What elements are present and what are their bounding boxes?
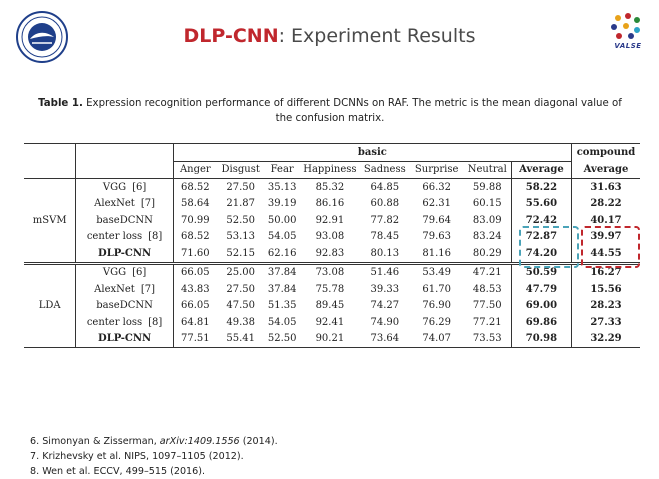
value-cell: 47.50 [226, 300, 256, 312]
value-cell: 69.00 [511, 298, 571, 315]
method-name: AlexNet [7] [76, 196, 173, 213]
group-header-compound: compound [571, 144, 640, 162]
value-cell: 53.13 [226, 231, 256, 243]
col-header: Fear [265, 161, 300, 179]
value-cell: 61.70 [422, 283, 451, 295]
table-row [24, 196, 640, 213]
value-cell: 47.21 [464, 263, 512, 281]
value-cell: 77.21 [464, 314, 512, 331]
value-cell: 53.49 [422, 267, 451, 279]
value-cell: 51.46 [370, 267, 400, 279]
value-cell: 89.45 [315, 300, 345, 312]
value-cell: 58.64 [181, 198, 210, 210]
value-cell: 50.00 [267, 214, 297, 226]
value-cell: 32.29 [571, 331, 640, 348]
value-cell: 62.16 [265, 245, 300, 263]
value-cell: 40.17 [590, 214, 622, 226]
table-row [24, 212, 640, 229]
value-cell: 75.78 [315, 283, 345, 295]
value-cell: 69.86 [511, 314, 571, 331]
value-cell: 68.52 [181, 231, 210, 243]
value-cell: 55.60 [511, 196, 571, 213]
value-cell: 47.79 [511, 281, 571, 298]
value-cell: 73.08 [315, 267, 345, 279]
value-cell: 76.29 [422, 316, 451, 328]
value-cell: 66.32 [422, 181, 451, 193]
value-cell: 62.31 [422, 198, 451, 210]
value-cell: 73.64 [360, 331, 410, 348]
value-cell: 73.53 [464, 331, 512, 348]
table-row [24, 263, 640, 281]
method-name: AlexNet [7] [76, 281, 173, 298]
table-row [24, 298, 640, 315]
reference-item: 7. Krizhevsky et al. NIPS, 1097–1105 (2012). [30, 451, 244, 462]
header-row-columns [24, 161, 640, 179]
method-name: DLP-CNN [76, 245, 173, 263]
value-cell: 70.99 [181, 214, 210, 226]
value-cell: 68.52 [181, 181, 210, 193]
value-cell: 92.41 [315, 316, 345, 328]
value-cell: 74.20 [511, 245, 571, 263]
value-cell: 55.41 [217, 331, 265, 348]
value-cell: 81.16 [410, 245, 464, 263]
method-name: center loss [8] [76, 229, 173, 246]
value-cell: 54.05 [267, 316, 297, 328]
page-title [0, 25, 659, 47]
table-row [24, 245, 640, 263]
value-cell: 77.51 [173, 331, 217, 348]
table-row [24, 229, 640, 246]
value-cell: 50.59 [511, 263, 571, 281]
col-header: Sadness [360, 161, 410, 179]
citation-ref: [8] [148, 231, 163, 243]
value-cell: 79.63 [422, 231, 451, 243]
value-cell: 43.83 [181, 283, 210, 295]
col-header: Happiness [300, 161, 360, 179]
value-cell: 74.27 [370, 300, 400, 312]
reference-item: 6. Simonyan & Zisserman, arXiv:1409.1556 (2014). [30, 436, 278, 447]
references [30, 434, 630, 479]
method-name: center loss [8] [76, 314, 173, 331]
section-label: mSVM [24, 179, 76, 264]
value-cell: 59.88 [464, 179, 512, 196]
value-cell: 54.05 [267, 231, 297, 243]
value-cell: 64.81 [181, 316, 210, 328]
table-row [24, 179, 640, 196]
table-row [24, 331, 640, 348]
table-row [24, 314, 640, 331]
value-cell: 93.08 [315, 231, 345, 243]
value-cell: 16.27 [590, 267, 622, 279]
citation-ref: [7] [140, 283, 155, 295]
value-cell: 74.07 [410, 331, 464, 348]
value-cell: 86.16 [315, 198, 345, 210]
header-row-groups [24, 144, 640, 162]
group-header-basic: basic [173, 144, 571, 162]
value-cell: 48.53 [464, 281, 512, 298]
value-cell: 31.63 [590, 181, 622, 193]
value-cell: 92.91 [315, 214, 345, 226]
value-cell: 58.22 [511, 179, 571, 196]
col-header: Average [571, 161, 640, 179]
caption-text: Expression recognition performance of different DCNNs on RAF. The metric is the mean diagonal value of the confusion matrix. [82, 98, 622, 124]
citation-ref: [8] [148, 316, 163, 328]
value-cell: 60.88 [370, 198, 400, 210]
value-cell: 64.85 [370, 181, 400, 193]
value-cell: 28.23 [590, 300, 622, 312]
method-name: DLP-CNN [76, 331, 173, 348]
title-accent: DLP-CNN [183, 25, 279, 47]
title-rest: : Experiment Results [278, 25, 476, 47]
value-cell: 39.19 [267, 198, 297, 210]
col-header: Average [511, 161, 571, 179]
value-cell: 66.05 [181, 300, 210, 312]
citation-ref: [6] [132, 181, 147, 193]
value-cell: 79.64 [422, 214, 451, 226]
table-row [24, 281, 640, 298]
method-name: baseDCNN [76, 212, 173, 229]
caption-label: Table 1. [38, 98, 83, 109]
value-cell: 90.21 [300, 331, 360, 348]
value-cell: 44.55 [571, 245, 640, 263]
value-cell: 66.05 [181, 267, 210, 279]
value-cell: 74.90 [370, 316, 400, 328]
value-cell: 78.45 [370, 231, 400, 243]
citation-ref: [6] [132, 267, 147, 279]
results-table [24, 143, 640, 348]
value-cell: 85.32 [315, 181, 345, 193]
value-cell: 80.13 [360, 245, 410, 263]
value-cell: 76.90 [422, 300, 451, 312]
value-cell: 72.42 [511, 212, 571, 229]
value-cell: 52.50 [265, 331, 300, 348]
citation-ref: [7] [140, 198, 155, 210]
section-label: LDA [24, 263, 76, 348]
value-cell: 28.22 [590, 198, 622, 210]
col-header: Anger [173, 161, 217, 179]
value-cell: 21.87 [226, 198, 256, 210]
value-cell: 70.98 [511, 331, 571, 348]
method-name: VGG [6] [76, 263, 173, 281]
value-cell: 77.82 [370, 214, 400, 226]
value-cell: 27.33 [590, 316, 622, 328]
value-cell: 52.15 [217, 245, 265, 263]
value-cell: 27.50 [226, 181, 256, 193]
value-cell: 51.35 [267, 300, 297, 312]
table-caption [30, 96, 630, 126]
col-header: Disgust [217, 161, 265, 179]
value-cell: 15.56 [590, 283, 622, 295]
value-cell: 37.84 [267, 267, 297, 279]
value-cell: 80.29 [464, 245, 512, 263]
value-cell: 49.38 [226, 316, 256, 328]
value-cell: 25.00 [226, 267, 256, 279]
value-cell: 77.50 [464, 298, 512, 315]
value-cell: 72.87 [511, 229, 571, 246]
method-name: VGG [6] [76, 179, 173, 196]
value-cell: 35.13 [267, 181, 297, 193]
value-cell: 37.84 [267, 283, 297, 295]
value-cell: 71.60 [173, 245, 217, 263]
value-cell: 92.83 [300, 245, 360, 263]
value-cell: 83.09 [464, 212, 512, 229]
col-header: Surprise [410, 161, 464, 179]
value-cell: 83.24 [464, 229, 512, 246]
value-cell: 27.50 [226, 283, 256, 295]
value-cell: 39.97 [590, 231, 622, 243]
col-header: Neutral [464, 161, 512, 179]
value-cell: 52.50 [226, 214, 256, 226]
reference-item: 8. Wen et al. ECCV, 499–515 (2016). [30, 466, 206, 477]
value-cell: 39.33 [370, 283, 400, 295]
value-cell: 60.15 [464, 196, 512, 213]
method-name: baseDCNN [76, 298, 173, 315]
valse-logo-text: VALSE [614, 42, 642, 50]
